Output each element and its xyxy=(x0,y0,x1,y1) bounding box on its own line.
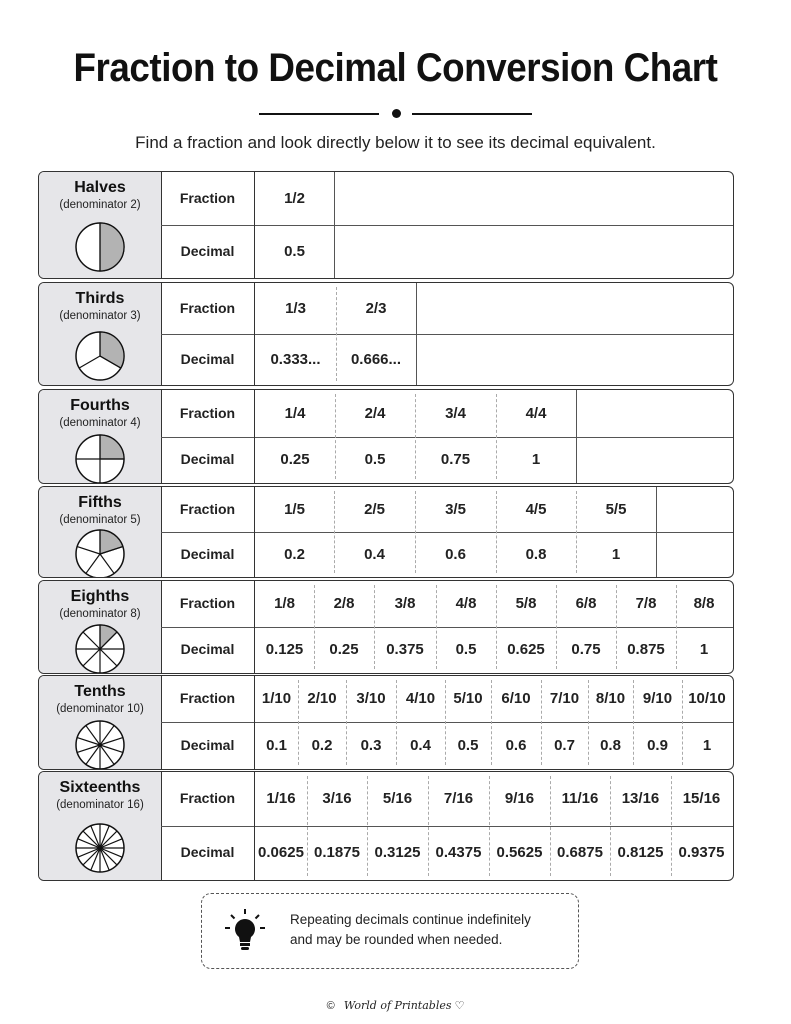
decimal-cell: 0.6 xyxy=(445,545,466,563)
fraction-cell: 6/10 xyxy=(501,690,531,707)
tip-line-1: Repeating decimals continue indefinitely xyxy=(290,912,531,927)
fraction-cell: 2/8 xyxy=(333,595,355,612)
fraction-row-label: Fraction xyxy=(179,595,236,611)
group-thirds xyxy=(38,282,734,386)
fraction-cell: 4/10 xyxy=(405,690,436,707)
fraction-cell: 3/8 xyxy=(394,595,416,612)
end-column-line xyxy=(576,390,577,483)
fraction-cell: 5/8 xyxy=(515,595,537,612)
row-labels xyxy=(161,172,255,278)
decimal-cell: 0.4 xyxy=(364,545,385,563)
row-labels xyxy=(161,772,255,880)
group-denominator: (denominator 2) xyxy=(59,199,141,211)
decimal-cell: 0.8 xyxy=(525,545,547,563)
decimal-cell: 0.6875 xyxy=(557,844,603,861)
decimal-cell: 0.25 xyxy=(280,451,310,468)
fraction-cell: 1/8 xyxy=(274,595,295,612)
fraction-cell: 3/5 xyxy=(445,500,466,518)
decimal-cell: 0.7 xyxy=(554,736,575,754)
lightbulb-icon xyxy=(220,906,270,956)
pie-fraction-icon xyxy=(74,330,126,386)
fraction-cell: 2/10 xyxy=(307,690,337,707)
end-column-line xyxy=(334,172,335,278)
row-labels xyxy=(161,283,255,385)
group-label-panel xyxy=(39,487,162,577)
group-fifths xyxy=(38,486,734,578)
fraction-cell: 4/8 xyxy=(455,595,477,612)
group-label-panel xyxy=(39,172,162,278)
decimal-cell: 0.75 xyxy=(440,451,471,468)
decimal-cell: 0.333... xyxy=(270,350,321,368)
fraction-cell: 9/10 xyxy=(642,690,673,707)
fraction-cell: 6/8 xyxy=(575,595,597,612)
tip-line-2: and may be rounded when needed. xyxy=(290,932,503,947)
decimal-cell: 0.8 xyxy=(600,736,621,754)
decimal-cell: 0.5625 xyxy=(496,844,543,861)
fraction-cell: 13/16 xyxy=(621,790,660,807)
decimal-row-label: Decimal xyxy=(180,545,235,562)
fraction-cell: 3/10 xyxy=(356,690,386,707)
pie-fraction-icon xyxy=(74,433,126,484)
fraction-cell: 15/16 xyxy=(682,790,721,807)
decimal-cell: 1 xyxy=(611,545,621,563)
decimal-cell: 0.4375 xyxy=(435,844,482,861)
decimal-cell: 0.2 xyxy=(284,545,305,563)
group-name: Fifths xyxy=(78,494,122,511)
fraction-cell: 8/8 xyxy=(693,595,715,612)
fraction-cell: 1/10 xyxy=(261,690,292,707)
fraction-cell: 1/5 xyxy=(284,500,305,518)
decimal-cell: 0.5 xyxy=(284,242,305,260)
group-label-panel xyxy=(39,772,162,880)
decimal-row-label: Decimal xyxy=(180,844,235,860)
decimal-cell: 0.1 xyxy=(266,736,287,754)
fraction-row-label: Fraction xyxy=(179,189,236,206)
pie-fraction-icon xyxy=(74,719,126,770)
title-divider-right xyxy=(412,113,532,115)
decimal-row-label: Decimal xyxy=(180,736,235,753)
decimal-row-label: Decimal xyxy=(180,641,235,657)
decimal-cell: 0.9375 xyxy=(678,844,725,861)
decimal-row-label: Decimal xyxy=(180,350,235,367)
page-subtitle: Find a fraction and look directly below it to see its decimal equivalent. xyxy=(135,133,656,152)
fraction-cell: 4/4 xyxy=(525,404,547,422)
fraction-cell: 7/10 xyxy=(549,690,580,707)
fraction-cell: 1/3 xyxy=(285,299,306,317)
fraction-cell: 5/10 xyxy=(453,690,483,707)
page-title: Fraction to Decimal Conversion Chart xyxy=(73,46,718,90)
decimal-cell: 0.5 xyxy=(455,641,477,658)
fraction-row-label: Fraction xyxy=(179,500,236,517)
end-column-line xyxy=(416,283,417,385)
footer xyxy=(0,999,791,1012)
group-denominator: (denominator 8) xyxy=(59,608,141,620)
footer-brand: World of Printables xyxy=(343,999,452,1012)
group-denominator: (denominator 3) xyxy=(59,310,141,322)
fraction-cell: 1/2 xyxy=(284,189,305,207)
group-label-panel xyxy=(39,581,162,673)
fraction-row-label: Fraction xyxy=(179,790,236,806)
decimal-cell: 0.666... xyxy=(350,350,402,368)
fraction-row-label: Fraction xyxy=(179,404,236,421)
fraction-cell: 1/4 xyxy=(284,404,306,422)
row-labels xyxy=(161,487,255,577)
group-tenths xyxy=(38,675,734,770)
group-sixteenths xyxy=(38,771,734,881)
decimal-cell: 0.25 xyxy=(329,641,359,658)
group-name: Eighths xyxy=(70,588,130,605)
decimal-cell: 1 xyxy=(531,451,541,468)
fraction-cell: 3/4 xyxy=(445,404,466,422)
pie-fraction-icon xyxy=(74,221,126,278)
fraction-cell: 8/10 xyxy=(595,690,626,707)
fraction-cell: 2/3 xyxy=(365,299,387,317)
fraction-cell: 3/16 xyxy=(322,790,352,807)
decimal-cell: 0.875 xyxy=(627,641,665,658)
group-eighths xyxy=(38,580,734,674)
title-divider-dot xyxy=(392,109,401,118)
pie-fraction-icon xyxy=(74,528,126,578)
fraction-cell: 4/5 xyxy=(525,500,547,518)
fraction-cell: 2/4 xyxy=(364,404,386,422)
fraction-cell: 10/10 xyxy=(688,690,726,707)
group-denominator: (denominator 10) xyxy=(56,703,144,715)
fraction-cell: 5/16 xyxy=(382,790,413,807)
group-denominator: (denominator 16) xyxy=(56,799,144,811)
tip-box xyxy=(201,893,579,969)
decimal-cell: 0.5 xyxy=(364,451,386,468)
fraction-cell: 9/16 xyxy=(504,790,535,807)
fraction-cell: 7/8 xyxy=(635,595,657,612)
group-denominator: (denominator 4) xyxy=(59,417,141,429)
group-name: Fourths xyxy=(70,397,130,414)
decimal-cell: 0.375 xyxy=(386,641,424,658)
fraction-cell: 5/5 xyxy=(605,500,627,518)
decimal-cell: 0.8125 xyxy=(617,844,664,861)
fraction-cell: 1/16 xyxy=(266,790,296,807)
decimal-cell: 0.0625 xyxy=(258,844,304,861)
group-label-panel xyxy=(39,676,162,769)
fraction-cell: 2/5 xyxy=(364,500,385,518)
group-name: Tenths xyxy=(74,683,126,700)
group-fourths xyxy=(38,389,734,484)
group-label-panel xyxy=(39,390,162,483)
decimal-cell: 0.1875 xyxy=(314,844,360,861)
fraction-row-label: Fraction xyxy=(179,690,236,706)
group-label-panel xyxy=(39,283,162,385)
group-denominator: (denominator 5) xyxy=(59,514,141,526)
decimal-cell: 1 xyxy=(699,641,709,658)
copyright-symbol: © xyxy=(326,1000,335,1012)
heart-icon: ♡ xyxy=(454,1000,465,1012)
pie-fraction-icon xyxy=(74,623,126,674)
decimal-cell: 0.2 xyxy=(311,736,333,754)
decimal-cell: 0.5 xyxy=(457,736,479,754)
fraction-cell: 11/16 xyxy=(561,790,599,807)
decimal-cell: 0.4 xyxy=(410,736,431,754)
end-column-line xyxy=(656,487,657,577)
group-name: Thirds xyxy=(75,290,125,307)
fraction-cell: 7/16 xyxy=(443,790,474,807)
decimal-cell: 0.125 xyxy=(265,641,304,658)
group-name: Halves xyxy=(74,179,126,196)
fraction-row-label: Fraction xyxy=(179,299,236,316)
group-name: Sixteenths xyxy=(59,779,141,796)
decimal-cell: 0.625 xyxy=(507,641,545,658)
decimal-cell: 1 xyxy=(702,736,712,754)
row-labels xyxy=(161,581,255,673)
title-divider-left xyxy=(259,113,379,115)
decimal-row-label: Decimal xyxy=(180,451,235,467)
row-labels xyxy=(161,676,255,769)
decimal-cell: 0.9 xyxy=(647,736,668,754)
decimal-cell: 0.6 xyxy=(505,736,527,754)
group-halves xyxy=(38,171,734,279)
decimal-cell: 0.3125 xyxy=(374,844,421,861)
decimal-cell: 0.75 xyxy=(571,641,601,658)
row-labels xyxy=(161,390,255,483)
decimal-row-label: Decimal xyxy=(180,242,235,259)
decimal-cell: 0.3 xyxy=(360,736,382,754)
pie-fraction-icon xyxy=(74,822,126,879)
